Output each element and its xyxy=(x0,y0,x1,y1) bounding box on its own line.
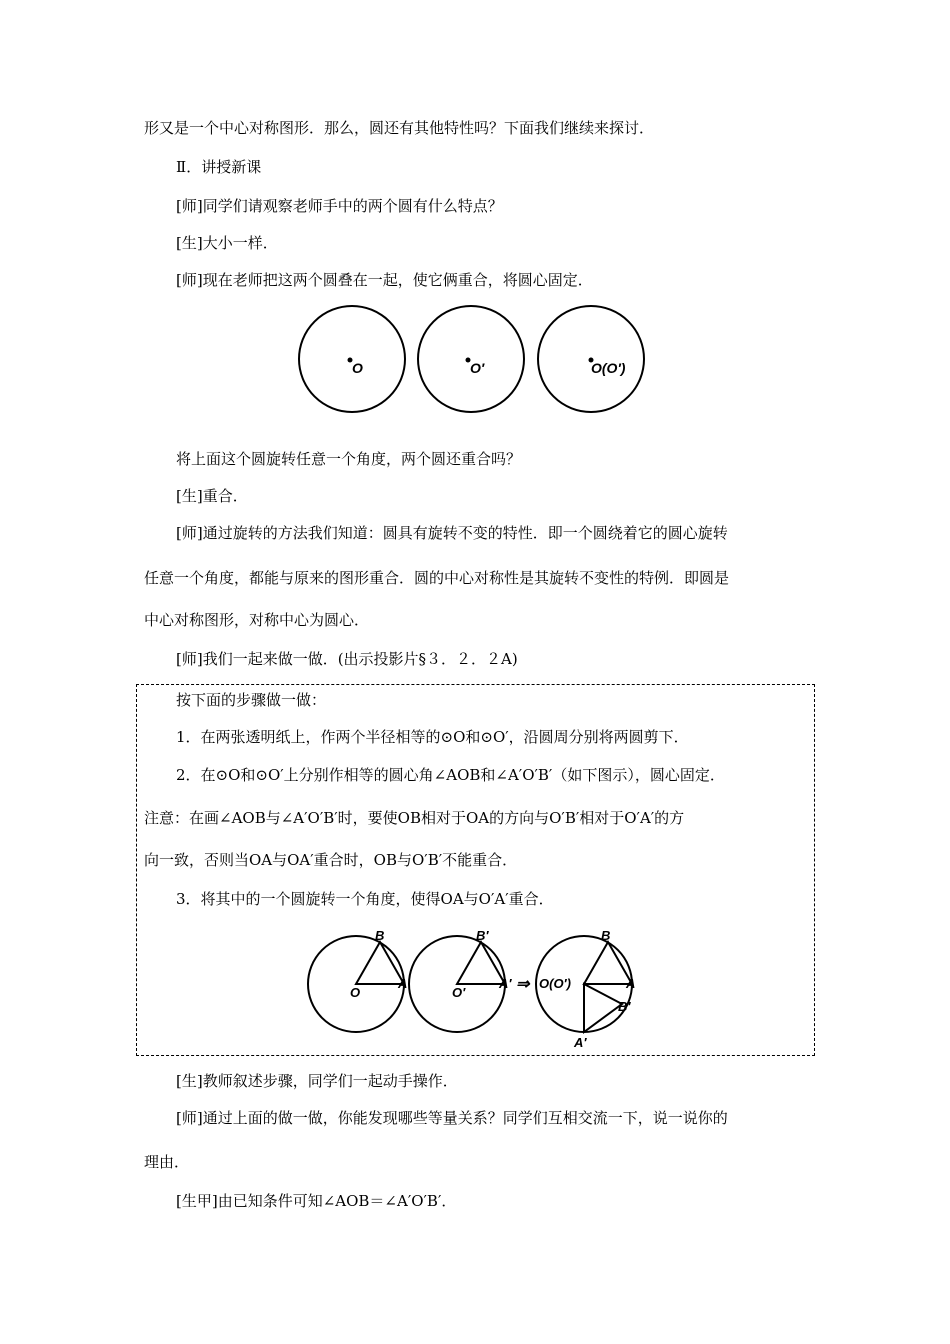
point-label: A xyxy=(398,976,408,991)
box-line: 2．在⊙O和⊙O′上分别作相等的圆心角∠AOB和∠A′O′B′（如下图示），圆心固定． xyxy=(176,766,725,784)
text-line: [生]大小一样． xyxy=(176,234,278,252)
text-line: [生]重合． xyxy=(176,487,248,505)
angle-aob-prime xyxy=(584,984,622,1032)
circle-o-prime xyxy=(418,306,524,412)
text-line: [师]现在老师把这两个圆叠在一起，使它俩重合，将圆心固定． xyxy=(176,271,593,289)
circles-figure xyxy=(290,300,660,420)
box-line: 注意：在画∠AOB与∠A′O′B′时，要使OB相对于OA的方向与O′B′相对于O′A′的方 xyxy=(144,809,685,827)
text-line: [生甲]由已知条件可知∠AOB＝∠A′O′B′． xyxy=(176,1192,457,1210)
angle-aob-prime xyxy=(457,942,505,984)
point-label: A xyxy=(626,976,636,991)
text-line: 形又是一个中心对称图形．那么，圆还有其他特性吗？下面我们继续来探讨． xyxy=(144,119,655,137)
point-label: O′ xyxy=(452,985,466,1000)
point-label: A′ xyxy=(499,976,512,991)
text-line: 将上面这个圆旋转任意一个角度，两个圆还重合吗？ xyxy=(176,450,522,468)
point-label: B xyxy=(601,928,611,943)
angle-aob xyxy=(584,942,632,984)
section-heading: Ⅱ．讲授新课 xyxy=(176,158,262,176)
text-line: [师]同学们请观察老师手中的两个圆有什么特点？ xyxy=(176,197,503,215)
center-label: O′ xyxy=(470,360,485,376)
point-label: A′ xyxy=(574,1035,587,1050)
angle-aob xyxy=(356,942,404,984)
rotation-figure xyxy=(300,925,660,1050)
point-label: B′ xyxy=(476,928,489,943)
box-line: 1．在两张透明纸上，作两个半径相等的⊙O和⊙O′，沿圆周分别将两圆剪下． xyxy=(176,728,689,746)
center-label: O(O′) xyxy=(591,360,626,376)
point-label: O(O′) xyxy=(539,976,571,991)
box-line: 3．将其中的一个圆旋转一个角度，使得OA与O′A′重合． xyxy=(176,890,554,908)
center-label: O xyxy=(352,360,363,376)
arrow: ⇒ xyxy=(516,976,530,993)
text-line: 任意一个角度，都能与原来的图形重合．圆的中心对称性是其旋转不变性的特例．即圆是 xyxy=(144,569,730,587)
text-line: [师]我们一起来做一做．(出示投影片§３．２．２A) xyxy=(176,650,518,668)
text-line: [生]教师叙述步骤，同学们一起动手操作． xyxy=(176,1072,458,1090)
text-line: 理由． xyxy=(144,1153,190,1171)
text-line: [师]通过旋转的方法我们知道：圆具有旋转不变的特性．即一个圆绕着它的圆心旋转 xyxy=(176,524,728,542)
text-line: [师]通过上面的做一做，你能发现哪些等量关系？同学们互相交流一下，说一说你的 xyxy=(176,1109,728,1127)
box-line: 按下面的步骤做一做： xyxy=(176,691,327,709)
box-line: 向一致，否则当OA与OA′重合时，OB与O′B′不能重合． xyxy=(144,851,518,869)
point-label: O xyxy=(350,985,361,1000)
text-line: 中心对称图形，对称中心为圆心． xyxy=(144,611,370,629)
point-label: B xyxy=(375,928,385,943)
point-label: B′ xyxy=(618,999,631,1014)
